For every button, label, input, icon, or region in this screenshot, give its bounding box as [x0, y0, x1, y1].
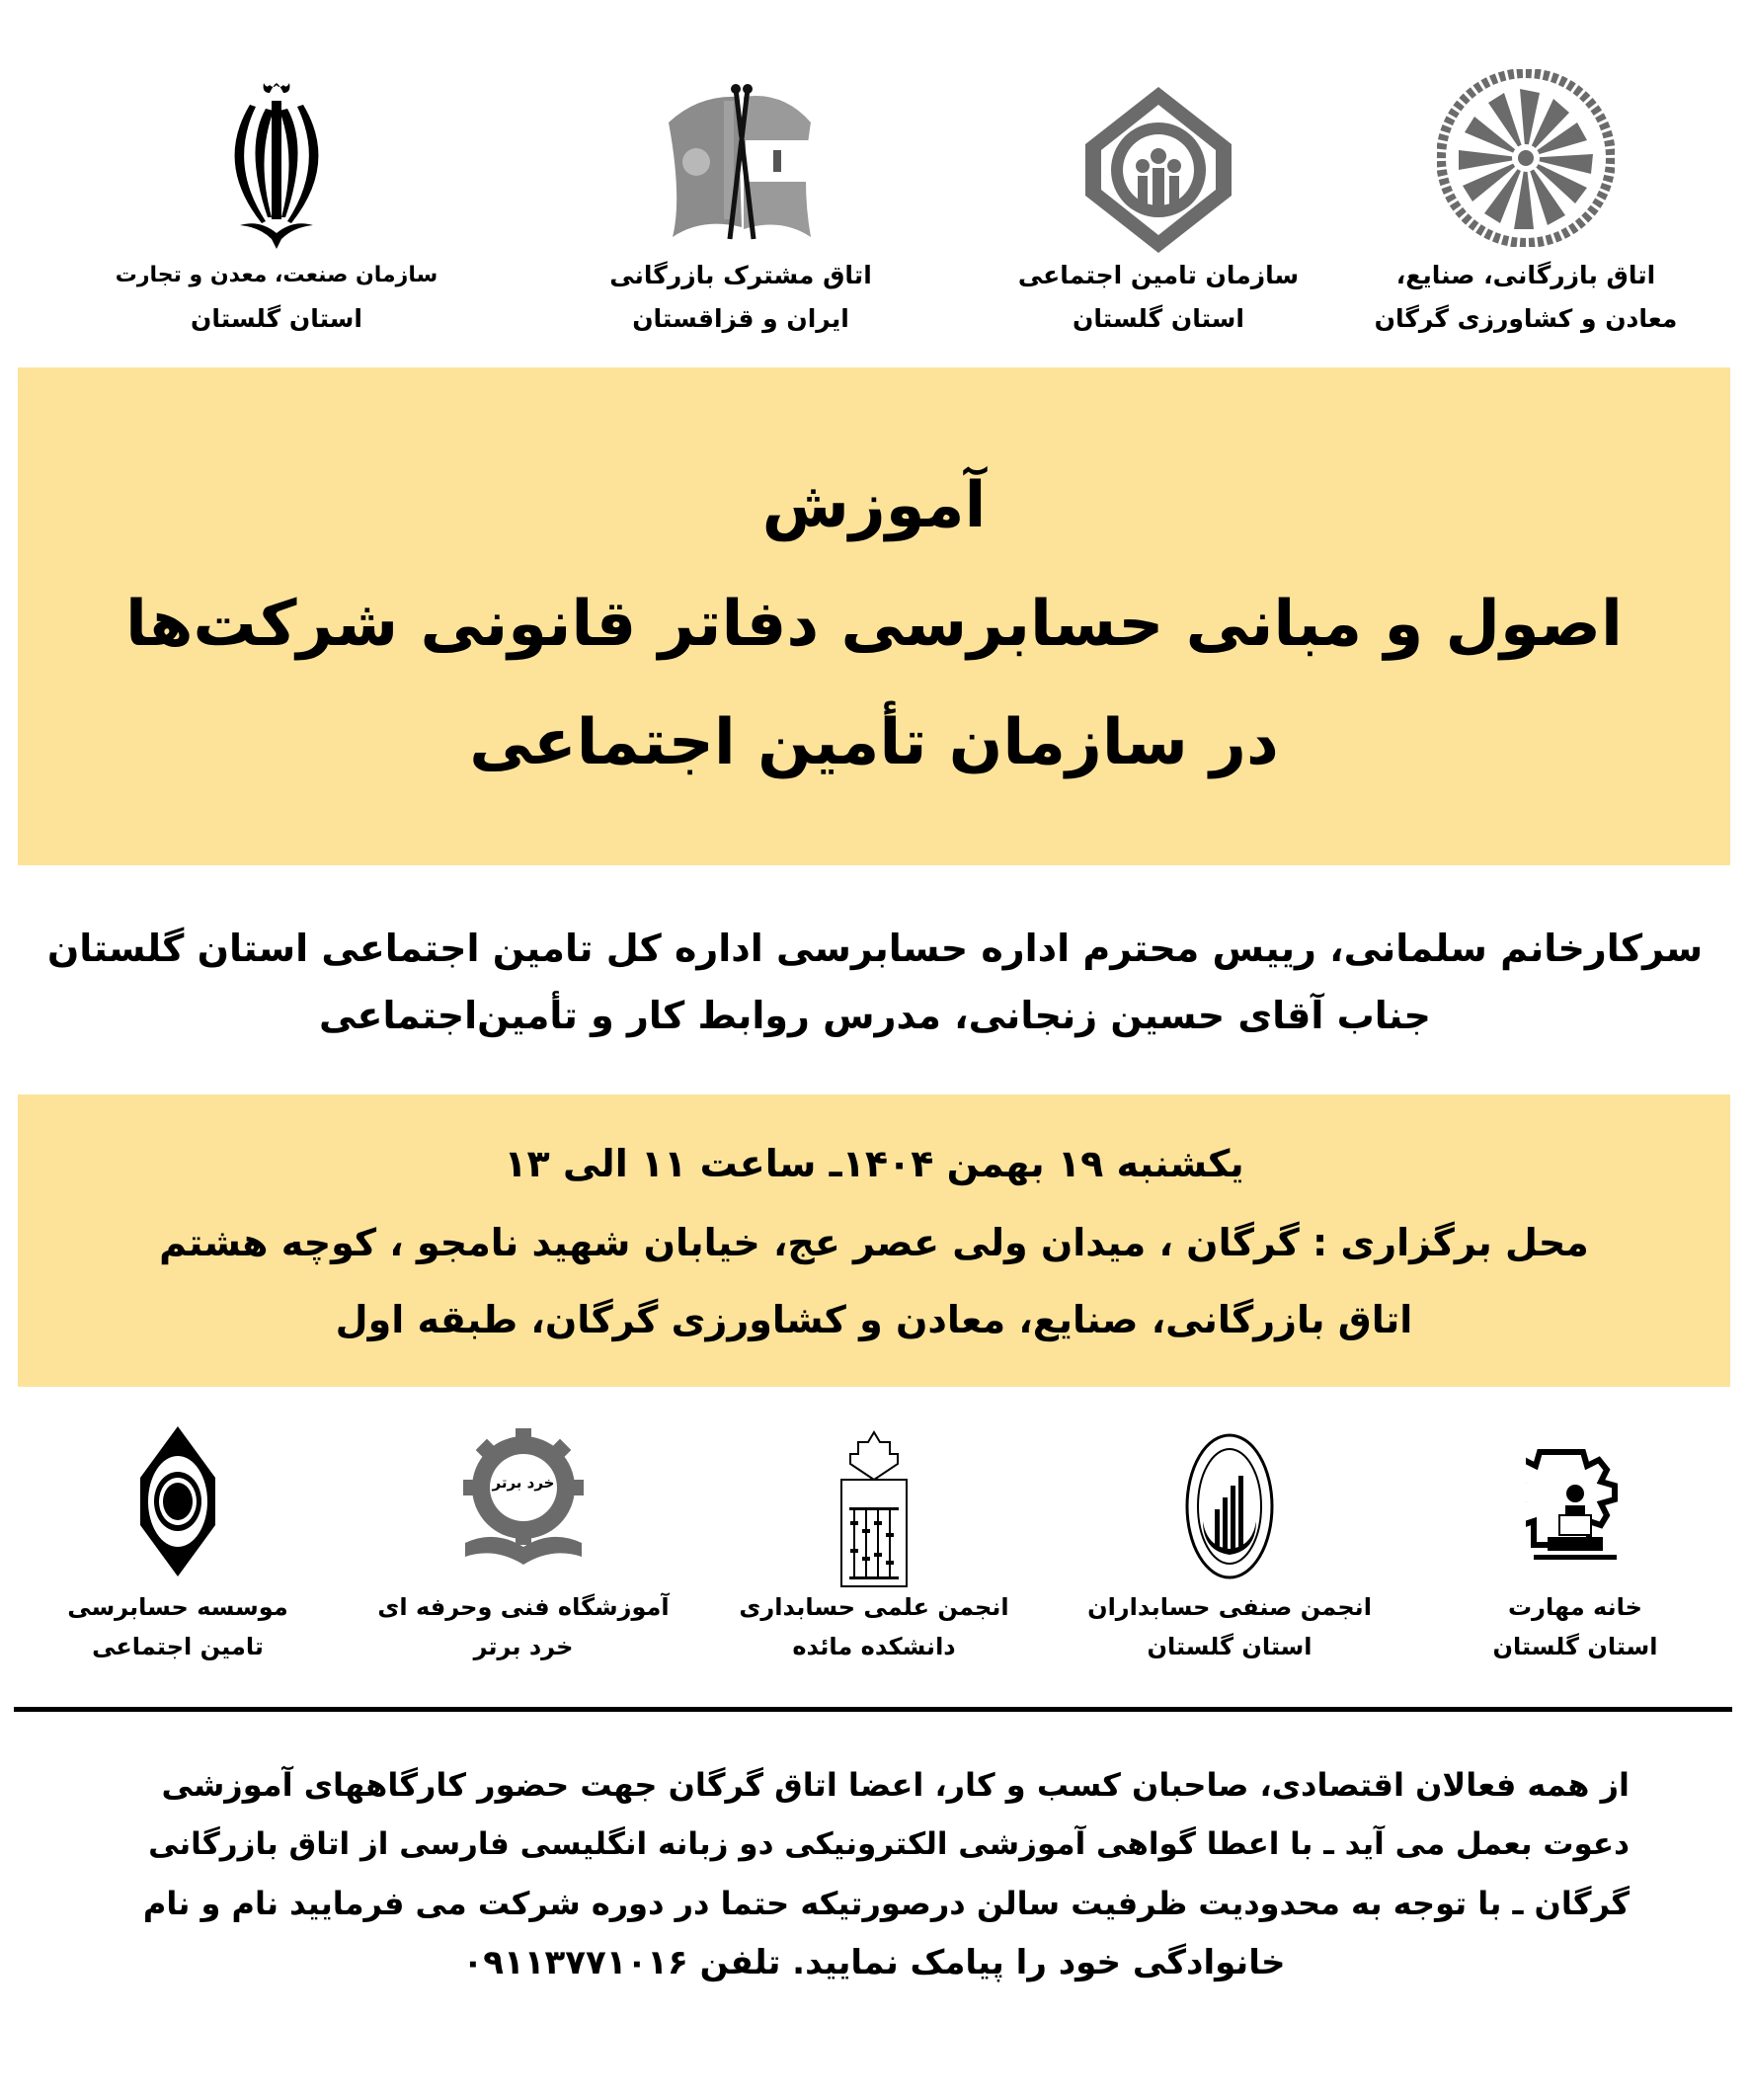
logo-label-line2: استان گلستان [1147, 1633, 1312, 1660]
kherad-bartar-logo [461, 1426, 586, 1565]
speakers-section [0, 919, 1750, 1057]
event-venue-line-1: محل برگزاری : گرگان ، میدان ولی عصر عج، خیابان شهید نامجو ، کوچه هشتم [159, 1221, 1589, 1264]
invitation-line-1: از همه فعالان اقتصادی، صاحبان کسب و کار، اعضا اتاق گرگان جهت حضور کارگاههای آموزشی [161, 1766, 1630, 1804]
logo-social-security-org [995, 0, 1321, 356]
chamber-of-commerce-logo-icon [1437, 69, 1615, 247]
event-date-time: یکشنبه ۱۹ بهمن ۱۴۰۴ـ ساعت ۱۱ الی ۱۳ [504, 1142, 1244, 1185]
title-line-2: اصول و مبانی حسابرسی دفاتر قانونی شرکت‌ها [125, 588, 1623, 661]
invitation-line-3: گرگان ـ با توجه به محدودیت ظرفیت سالن درصورتیکه حتما در دوره شرکت می فرمایید نام و نام [142, 1885, 1630, 1922]
logo-iran-kazakhstan-chamber [578, 0, 904, 356]
logo-label-line2: استان گلستان [191, 304, 362, 333]
logo-label-line2: استان گلستان [1073, 304, 1244, 333]
speaker-2: جناب آقای حسین زنجانی، مدرس روابط کار و تأمین‌اجتماعی [319, 994, 1431, 1037]
event-venue-line-2: اتاق بازرگانی، صنایع، معادن و کشاورزی گرگان، طبقه اول [335, 1298, 1413, 1341]
logo-industry-mine-trade [114, 0, 439, 356]
skills-house-logo-icon [1526, 1446, 1625, 1575]
logo-label-line2: خرد برتر [473, 1633, 574, 1660]
logo-label-line2: معادن و کشاورزی گرگان [1374, 304, 1678, 333]
social-security-logo-icon [1083, 85, 1233, 255]
invitation-line-4-phone: خانوادگی خود را پیامک نمایید. تلفن ۰۹۱۱۳۷۷۱۰۱۶ [462, 1943, 1286, 1982]
invitation-line-2: دعوت بعمل می آید ـ با اعطا گواهی آموزشی الکترونیکی دو زبانه انگلیسی فارسی از اتاق بازرگانی [148, 1826, 1630, 1862]
accounting-association-logo-icon [839, 1430, 909, 1588]
title-line-1: آموزش [761, 469, 987, 542]
kherad-bartar-logo-icon [461, 1426, 586, 1565]
logo-accounting-association [721, 1403, 1027, 1699]
logo-label-line1: سازمان صنعت، معدن و تجارت [115, 263, 438, 287]
event-info-banner [18, 1094, 1730, 1387]
logo-kherad-bartar [370, 1403, 676, 1699]
logo-label-line2: دانشکده مائده [792, 1633, 956, 1660]
logo-label-line2: تامین اجتماعی [92, 1633, 264, 1660]
logo-label-line1: اتاق مشترک بازرگانی [609, 261, 872, 289]
logo-label-line1: سازمان تامین اجتماعی [1017, 261, 1300, 289]
logo-label-line2: استان گلستان [1492, 1633, 1658, 1660]
logo-label-line1: موسسه حسابرسی [67, 1593, 288, 1621]
logo-label-line1: انجمن صنفی حسابداران [1087, 1593, 1372, 1621]
title-line-3: در سازمان تأمین اجتماعی [469, 706, 1279, 779]
kherad-bartar-logo-text: خرد برتر [492, 1474, 555, 1492]
logo-gorgan-chamber [1363, 0, 1689, 356]
logo-label-line2: ایران و قزاقستان [632, 304, 849, 333]
logo-audit-institute [25, 1403, 331, 1699]
logo-label-line1: خانه مهارت [1508, 1593, 1642, 1621]
logo-label-line1: آموزشگاه فنی وحرفه ای [377, 1593, 670, 1621]
iran-emblem-icon [222, 79, 331, 252]
logo-skills-house [1422, 1403, 1728, 1699]
audit-institute-logo-icon [138, 1426, 217, 1576]
logo-accountants-guild [1076, 1403, 1383, 1699]
logo-label-line1: انجمن علمی حسابداری [739, 1593, 1009, 1621]
invitation-paragraph [0, 1748, 1750, 2025]
section-divider [14, 1707, 1732, 1712]
logo-label-line1: اتاق بازرگانی، صنایع، [1395, 261, 1656, 289]
title-banner [18, 367, 1730, 865]
accountants-guild-logo-icon [1185, 1432, 1274, 1580]
iran-kazakhstan-flags-icon [667, 83, 815, 241]
speaker-1: سرکارخانم سلمانی، رییس محترم اداره حسابرسی اداره کل تامین اجتماعی استان گلستان [46, 927, 1704, 970]
